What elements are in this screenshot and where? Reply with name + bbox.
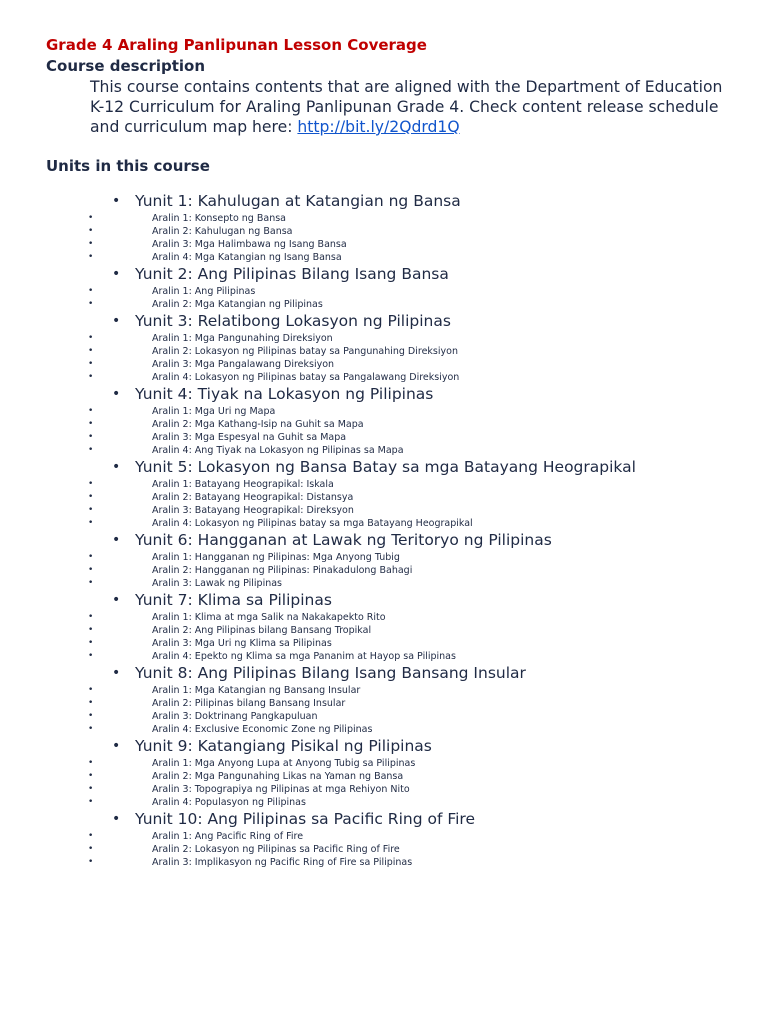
bullet-icon: • xyxy=(112,266,121,282)
bullet-icon: • xyxy=(88,359,94,369)
lesson-item xyxy=(0,843,768,856)
unit-heading-row xyxy=(0,384,768,405)
course-description-heading: Course description xyxy=(46,57,206,75)
lesson-title: Aralin 3: Batayang Heograpikal: Direksyon xyxy=(152,505,354,516)
bullet-icon: • xyxy=(88,651,94,661)
bullet-icon: • xyxy=(88,685,94,695)
course-description-text xyxy=(90,77,730,137)
lesson-item xyxy=(0,444,768,457)
bullet-icon: • xyxy=(88,638,94,648)
unit-heading-row xyxy=(0,530,768,551)
lesson-title: Aralin 4: Mga Katangian ng Isang Bansa xyxy=(152,252,342,263)
bullet-icon: • xyxy=(112,738,121,754)
unit-heading-row xyxy=(0,809,768,830)
lesson-title: Aralin 1: Mga Katangian ng Bansang Insular xyxy=(152,685,361,696)
bullet-icon: • xyxy=(88,758,94,768)
lesson-item xyxy=(0,491,768,504)
lesson-item xyxy=(0,405,768,418)
unit-item xyxy=(0,457,768,530)
bullet-icon: • xyxy=(112,811,121,827)
bullet-icon: • xyxy=(88,711,94,721)
bullet-icon: • xyxy=(88,286,94,296)
lesson-item xyxy=(0,504,768,517)
lesson-item xyxy=(0,624,768,637)
lesson-title: Aralin 1: Batayang Heograpikal: Iskala xyxy=(152,479,334,490)
bullet-icon: • xyxy=(112,592,121,608)
lesson-title: Aralin 1: Ang Pilipinas xyxy=(152,286,256,297)
lesson-title: Aralin 2: Ang Pilipinas bilang Bansang Tropikal xyxy=(152,625,372,636)
bullet-icon: • xyxy=(112,665,121,681)
lesson-title: Aralin 1: Mga Pangunahing Direksiyon xyxy=(152,333,333,344)
unit-title: Yunit 3: Relatibong Lokasyon ng Pilipinas xyxy=(135,312,451,330)
lesson-item xyxy=(0,238,768,251)
unit-title: Yunit 4: Tiyak na Lokasyon ng Pilipinas xyxy=(135,385,434,403)
bullet-icon: • xyxy=(88,625,94,635)
unit-title: Yunit 2: Ang Pilipinas Bilang Isang Bansa xyxy=(135,265,449,283)
lesson-title: Aralin 3: Mga Halimbawa ng Isang Bansa xyxy=(152,239,347,250)
lesson-item xyxy=(0,298,768,311)
lesson-item xyxy=(0,684,768,697)
lesson-item xyxy=(0,251,768,264)
unit-title: Yunit 6: Hangganan at Lawak ng Teritoryo ng Pilipinas xyxy=(135,531,552,549)
lesson-item xyxy=(0,431,768,444)
unit-title: Yunit 10: Ang Pilipinas sa Pacific Ring of Fire xyxy=(135,810,475,828)
lesson-title: Aralin 4: Exclusive Economic Zone ng Pilipinas xyxy=(152,724,373,735)
lesson-item xyxy=(0,650,768,663)
lesson-item xyxy=(0,225,768,238)
unit-item xyxy=(0,530,768,590)
lesson-item xyxy=(0,478,768,491)
lesson-title: Aralin 2: Batayang Heograpikal: Distansya xyxy=(152,492,354,503)
lesson-title: Aralin 3: Mga Uri ng Klima sa Pilipinas xyxy=(152,638,332,649)
lesson-item xyxy=(0,611,768,624)
unit-item xyxy=(0,264,768,311)
lesson-title: Aralin 1: Mga Uri ng Mapa xyxy=(152,406,276,417)
lesson-title: Aralin 4: Lokasyon ng Pilipinas batay sa mga Batayang Heograpikal xyxy=(152,518,473,529)
bullet-icon: • xyxy=(88,797,94,807)
unit-title: Yunit 7: Klima sa Pilipinas xyxy=(135,591,332,609)
lesson-item xyxy=(0,551,768,564)
curriculum-map-link[interactable]: http://bit.ly/2Qdrd1Q xyxy=(297,118,460,136)
lesson-title: Aralin 2: Kahulugan ng Bansa xyxy=(152,226,293,237)
lesson-item xyxy=(0,418,768,431)
unit-title: Yunit 8: Ang Pilipinas Bilang Isang Bansang Insular xyxy=(135,664,526,682)
bullet-icon: • xyxy=(88,406,94,416)
units-heading: Units in this course xyxy=(46,157,210,175)
unit-heading-row xyxy=(0,457,768,478)
bullet-icon: • xyxy=(88,445,94,455)
unit-item xyxy=(0,663,768,736)
course-description-body: This course contains contents that are aligned with the Department of Education K-12 Curriculum for Araling Panlipunan Grade 4. Check content release schedule and curriculum map here: xyxy=(90,78,723,136)
lesson-title: Aralin 2: Mga Katangian ng Pilipinas xyxy=(152,299,323,310)
lesson-title: Aralin 4: Epekto ng Klima sa mga Pananim at Hayop sa Pilipinas xyxy=(152,651,456,662)
bullet-icon: • xyxy=(88,252,94,262)
lesson-title: Aralin 1: Konsepto ng Bansa xyxy=(152,213,286,224)
lesson-title: Aralin 2: Lokasyon ng Pilipinas batay sa Pangunahing Direksiyon xyxy=(152,346,458,357)
lesson-item xyxy=(0,830,768,843)
unit-title: Yunit 1: Kahulugan at Katangian ng Bansa xyxy=(135,192,461,210)
lesson-item xyxy=(0,757,768,770)
bullet-icon: • xyxy=(88,857,94,867)
lesson-item xyxy=(0,285,768,298)
lesson-title: Aralin 1: Klima at mga Salik na Nakakapekto Rito xyxy=(152,612,386,623)
bullet-icon: • xyxy=(88,771,94,781)
bullet-icon: • xyxy=(88,372,94,382)
lesson-title: Aralin 3: Mga Espesyal na Guhit sa Mapa xyxy=(152,432,347,443)
unit-item xyxy=(0,191,768,264)
lesson-item xyxy=(0,796,768,809)
lesson-title: Aralin 3: Implikasyon ng Pacific Ring of Fire sa Pilipinas xyxy=(152,857,413,868)
unit-title: Yunit 9: Katangiang Pisikal ng Pilipinas xyxy=(135,737,432,755)
unit-item xyxy=(0,311,768,384)
unit-item xyxy=(0,384,768,457)
bullet-icon: • xyxy=(88,419,94,429)
lesson-item xyxy=(0,564,768,577)
lesson-item xyxy=(0,856,768,869)
lesson-title: Aralin 3: Doktrinang Pangkapuluan xyxy=(152,711,318,722)
bullet-icon: • xyxy=(88,578,94,588)
unit-heading-row xyxy=(0,663,768,684)
bullet-icon: • xyxy=(88,299,94,309)
lesson-title: Aralin 2: Lokasyon ng Pilipinas sa Pacific Ring of Fire xyxy=(152,844,400,855)
bullet-icon: • xyxy=(88,213,94,223)
unit-heading-row xyxy=(0,736,768,757)
bullet-icon: • xyxy=(88,518,94,528)
unit-heading-row xyxy=(0,311,768,332)
lesson-item xyxy=(0,371,768,384)
bullet-icon: • xyxy=(112,193,121,209)
unit-item xyxy=(0,590,768,663)
bullet-icon: • xyxy=(88,565,94,575)
bullet-icon: • xyxy=(88,844,94,854)
unit-heading-row xyxy=(0,191,768,212)
bullet-icon: • xyxy=(88,784,94,794)
units-list xyxy=(0,191,768,869)
lesson-title: Aralin 2: Pilipinas bilang Bansang Insular xyxy=(152,698,346,709)
bullet-icon: • xyxy=(88,492,94,502)
bullet-icon: • xyxy=(88,346,94,356)
lesson-title: Aralin 3: Lawak ng Pilipinas xyxy=(152,578,283,589)
lesson-item xyxy=(0,358,768,371)
lesson-item xyxy=(0,783,768,796)
lesson-item xyxy=(0,697,768,710)
lesson-item xyxy=(0,332,768,345)
unit-item xyxy=(0,736,768,809)
lesson-title: Aralin 4: Ang Tiyak na Lokasyon ng Pilipinas sa Mapa xyxy=(152,445,404,456)
lesson-item xyxy=(0,345,768,358)
lesson-title: Aralin 1: Hangganan ng Pilipinas: Mga Anyong Tubig xyxy=(152,552,400,563)
bullet-icon: • xyxy=(88,612,94,622)
lesson-title: Aralin 4: Populasyon ng Pilipinas xyxy=(152,797,306,808)
lesson-item xyxy=(0,710,768,723)
lesson-title: Aralin 3: Mga Pangalawang Direksiyon xyxy=(152,359,335,370)
lesson-title: Aralin 4: Lokasyon ng Pilipinas batay sa Pangalawang Direksiyon xyxy=(152,372,460,383)
bullet-icon: • xyxy=(88,333,94,343)
bullet-icon: • xyxy=(112,386,121,402)
unit-item xyxy=(0,809,768,869)
lesson-item xyxy=(0,723,768,736)
document-title: Grade 4 Araling Panlipunan Lesson Coverage xyxy=(46,36,427,54)
bullet-icon: • xyxy=(88,698,94,708)
lesson-title: Aralin 1: Mga Anyong Lupa at Anyong Tubig sa Pilipinas xyxy=(152,758,416,769)
lesson-title: Aralin 2: Mga Pangunahing Likas na Yaman ng Bansa xyxy=(152,771,404,782)
unit-heading-row xyxy=(0,264,768,285)
lesson-title: Aralin 3: Topograpiya ng Pilipinas at mga Rehiyon Nito xyxy=(152,784,410,795)
bullet-icon: • xyxy=(88,552,94,562)
bullet-icon: • xyxy=(88,432,94,442)
bullet-icon: • xyxy=(88,239,94,249)
lesson-item xyxy=(0,770,768,783)
unit-heading-row xyxy=(0,590,768,611)
unit-title: Yunit 5: Lokasyon ng Bansa Batay sa mga Batayang Heograpikal xyxy=(135,458,636,476)
bullet-icon: • xyxy=(88,226,94,236)
lesson-title: Aralin 2: Mga Kathang-Isip na Guhit sa Mapa xyxy=(152,419,364,430)
bullet-icon: • xyxy=(88,505,94,515)
bullet-icon: • xyxy=(112,532,121,548)
lesson-title: Aralin 2: Hangganan ng Pilipinas: Pinakadulong Bahagi xyxy=(152,565,413,576)
lesson-title: Aralin 1: Ang Pacific Ring of Fire xyxy=(152,831,304,842)
bullet-icon: • xyxy=(112,459,121,475)
bullet-icon: • xyxy=(88,724,94,734)
lesson-item xyxy=(0,212,768,225)
bullet-icon: • xyxy=(88,831,94,841)
lesson-item xyxy=(0,517,768,530)
bullet-icon: • xyxy=(112,313,121,329)
bullet-icon: • xyxy=(88,479,94,489)
lesson-item xyxy=(0,577,768,590)
lesson-item xyxy=(0,637,768,650)
